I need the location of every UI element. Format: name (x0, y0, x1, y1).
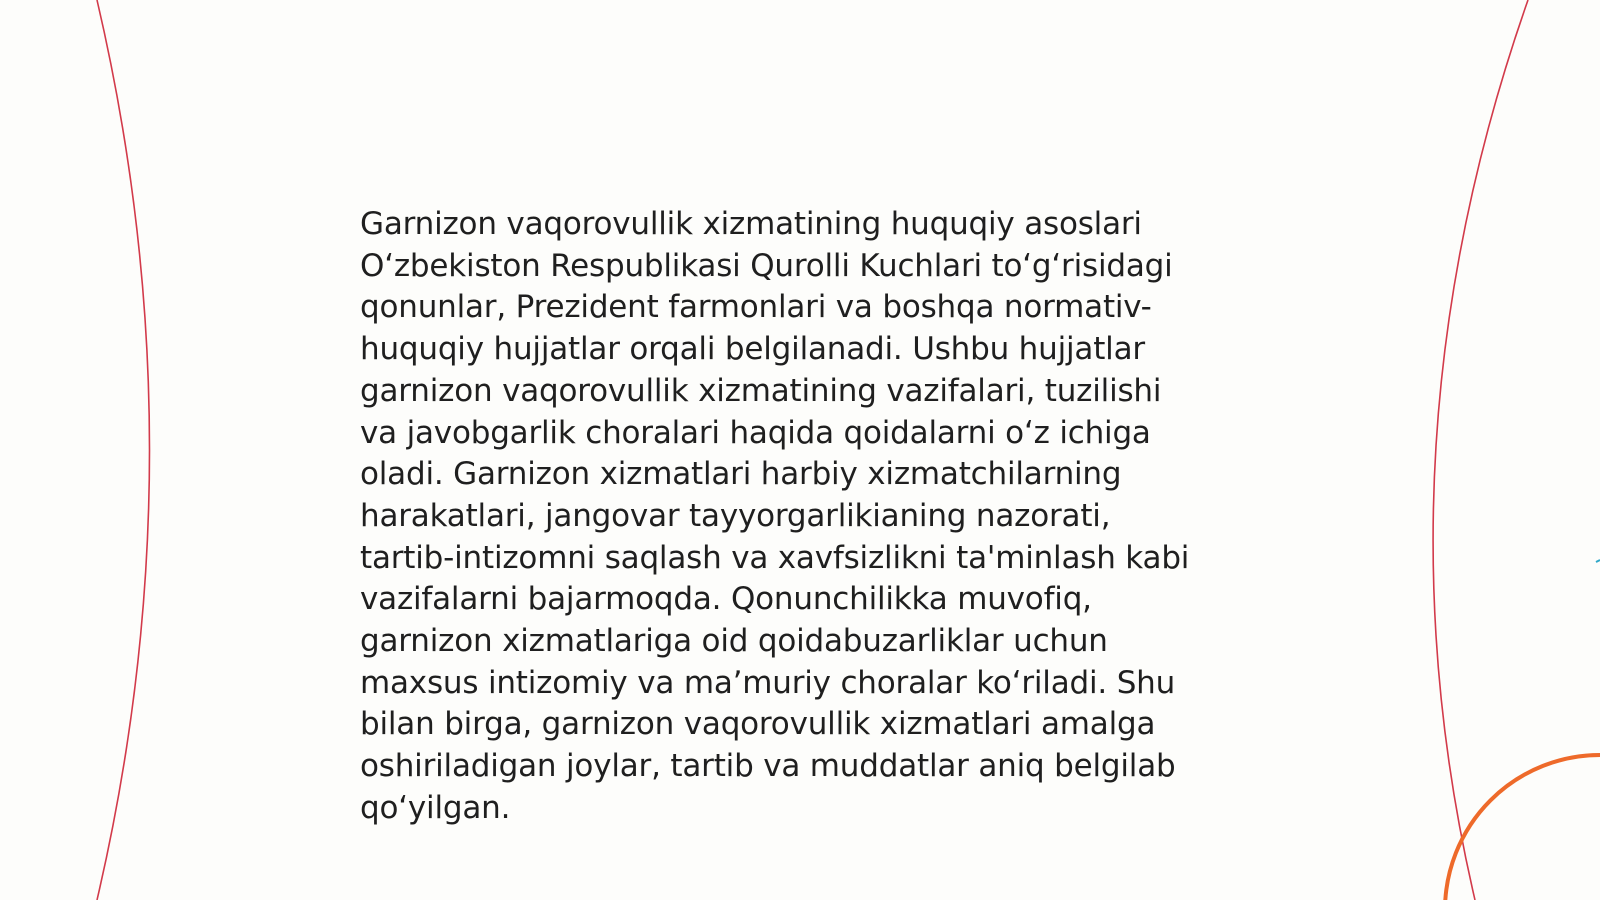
teal-mark (1596, 560, 1600, 562)
orange-circle (1445, 755, 1600, 900)
left-arc (97, 0, 150, 900)
body-text: Garnizon vaqorovullik xizmatining huquqiy asoslari O‘zbekiston Respublikasi Qurolli Kuchlari to‘g‘risidagi qonunlar, Prezident farmonlari va boshqa normativ- huquqiy hujjatlar orqali belgilanadi. Ushbu hujjatlar garnizon vaqorovullik xizmatining vazifalari, tuzilishi va javobgarlik choralari haqida qoidalarni o‘z ichiga oladi. Garnizon xizmatlari harbiy xizmatchilarning harakatlari, jangovar tayyorgarlikianing nazorati, tartib-intizomni saqlash va xavfsizlikni ta'minlash kabi vazifalarni bajarmoqda. Qonunchilikka muvofiq, garnizon xizmatlariga oid qoidabuzarliklar uchun maxsus intizomiy va ma’muriy choralar ko‘riladi. Shu bilan birga, garnizon vaqorovullik xizmatlari amalga oshiriladigan joylar, tartib va muddatlar aniq belgilab qo‘yilgan. (360, 206, 1190, 826)
right-arc (1433, 0, 1528, 900)
